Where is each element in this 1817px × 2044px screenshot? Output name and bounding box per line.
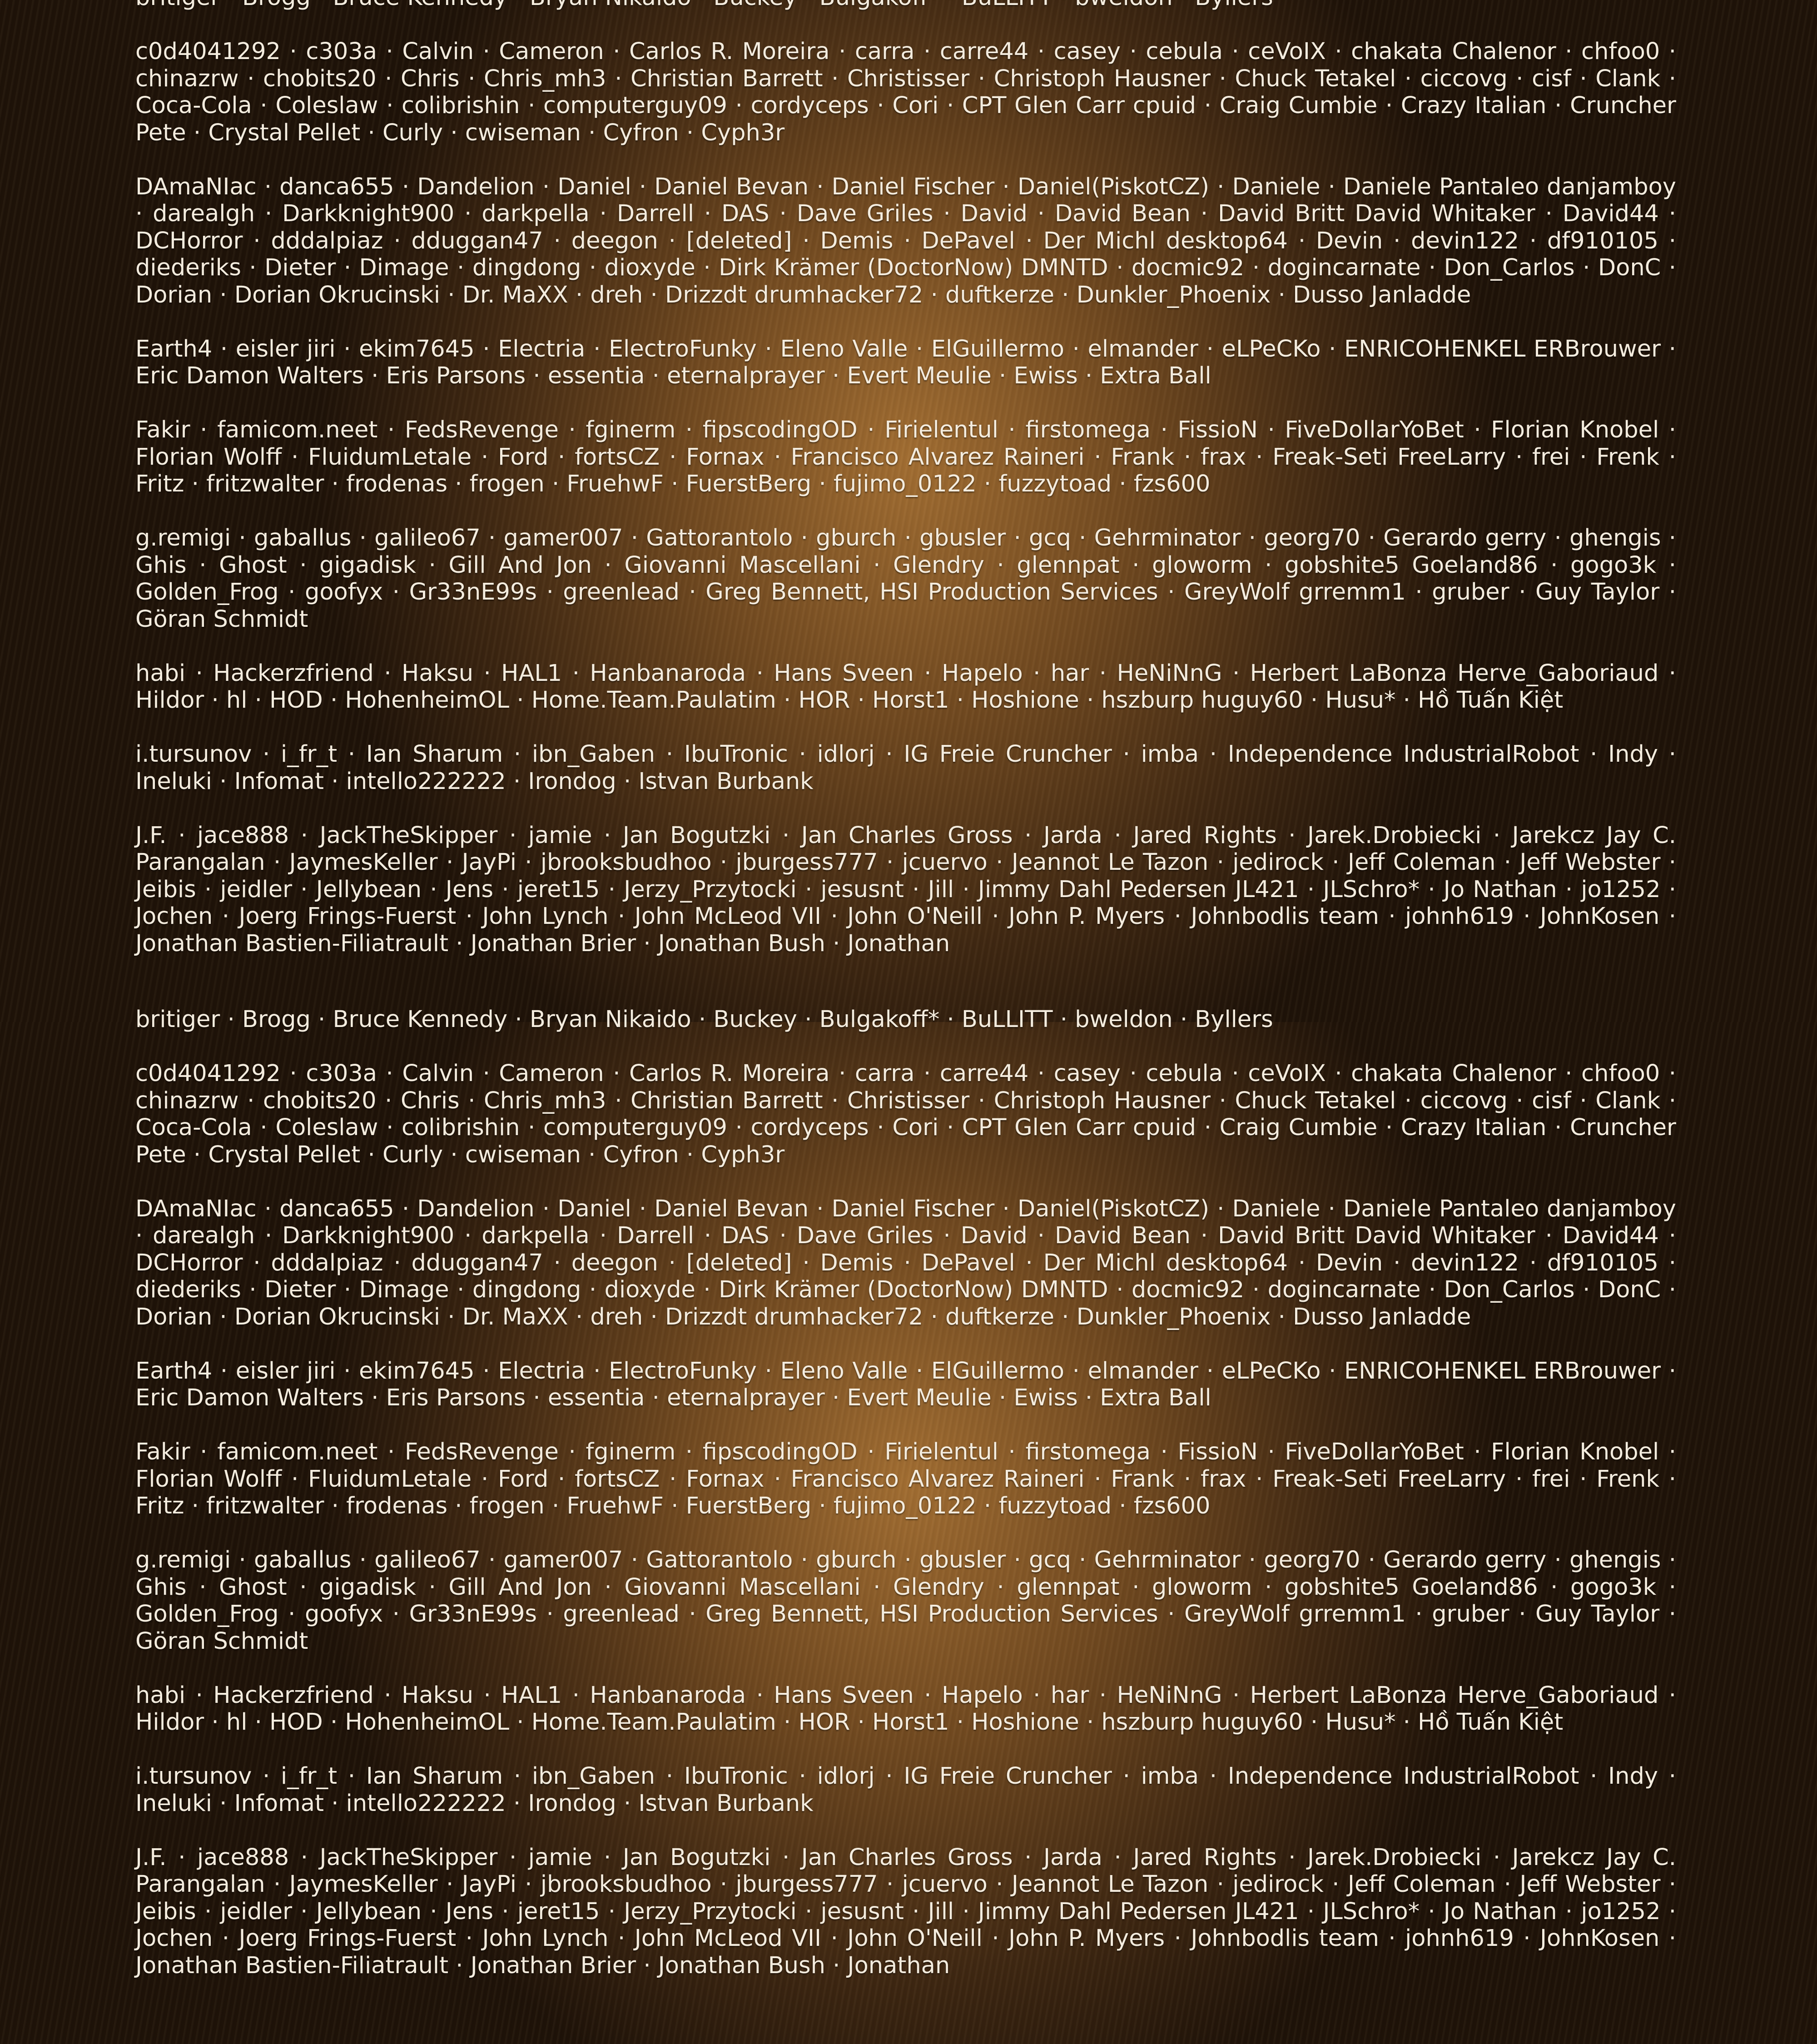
- credit-group-c: c0d4041292 · c303a · Calvin · Cameron · Carlos R. Moreira · carra · carre44 · casey · cebula · ceVoIX · chakata Chalenor · chfoo0 · chinazrw · chobits20 · Chris · Chris_mh3 · Christian Barrett · Christisser · Christoph Hausner · Chuck Tetakel · ciccovg · cisf · Clank · Coca-Cola · Coleslaw · colibrishin · computerguy09 · cordyceps · Cori · CPT Glen Carr cpuid · Craig Cumbie · Crazy Italian · Cruncher Pete · Crystal Pellet · Curly · cwiseman · Cyfron · Cyph3r: [135, 38, 1676, 146]
- credit-group-c: c0d4041292 · c303a · Calvin · Cameron · Carlos R. Moreira · carra · carre44 · casey · cebula · ceVoIX · chakata Chalenor · chfoo0 · chinazrw · chobits20 · Chris · Chris_mh3 · Christian Barrett · Christisser · Christoph Hausner · Chuck Tetakel · ciccovg · cisf · Clank · Coca-Cola · Coleslaw · colibrishin · computerguy09 · cordyceps · Cori · CPT Glen Carr cpuid · Craig Cumbie · Crazy Italian · Cruncher Pete · Crystal Pellet · Curly · cwiseman · Cyfron · Cyph3r: [135, 1060, 1676, 1168]
- credit-group-j: J.F. · jace888 · JackTheSkipper · jamie · Jan Bogutzki · Jan Charles Gross · Jarda · Jared Rights · Jarek.Drobiecki · Jarekcz Jay C. Parangalan · JaymesKeller · JayPi · jbrooksbudhoo · jburgess777 · jcuervo · Jeannot Le Tazon · jedirock · Jeff Coleman · Jeff Webster · Jeibis · jeidler · Jellybean · Jens · jeret15 · Jerzy_Przytocki · jesusnt · Jill · Jimmy Dahl Pedersen JL421 · JLSchro* · Jo Nathan · jo1252 · Jochen · Joerg Frings-Fuerst · John Lynch · John McLeod VII · John O'Neill · John P. Myers · Johnbodlis team · johnh619 · JohnKosen · Jonathan Bastien-Filiatrault · Jonathan Brier · Jonathan Bush · Jonathan: [135, 822, 1676, 958]
- credit-group-d: DAmaNIac · danca655 · Dandelion · Daniel · Daniel Bevan · Daniel Fischer · Daniel(PiskotCZ) · Daniele · Daniele Pantaleo danjamboy · darealgh · Darkknight900 · darkpella · Darrell · DAS · Dave Griles · David · David Bean · David Britt David Whitaker · David44 · DCHorror · dddalpiaz · dduggan47 · deegon · [deleted] · Demis · DePavel · Der Michl desktop64 · Devin · devin122 · df910105 · diederiks · Dieter · Dimage · dingdong · dioxyde · Dirk Krämer (DoctorNow) DMNTD · docmic92 · dogincarnate · Don_Carlos · DonC · Dorian · Dorian Okrucinski · Dr. MaXX · dreh · Drizzdt drumhacker72 · duftkerze · Dunkler_Phoenix · Dusso Janladde: [135, 174, 1676, 309]
- credit-group-f: Fakir · famicom.neet · FedsRevenge · fginerm · fipscodingOD · Firielentul · firstomega · FissioN · FiveDollarYoBet · Florian Knobel · Florian Wolff · FluidumLetale · Ford · fortsCZ · Fornax · Francisco Alvarez Raineri · Frank · frax · Freak-Seti FreeLarry · frei · Frenk · Fritz · fritzwalter · frodenas · frogen · FruehwF · FuerstBerg · fujimo_0122 · fuzzytoad · fzs600: [135, 1439, 1676, 1520]
- credit-group-j: J.F. · jace888 · JackTheSkipper · jamie · Jan Bogutzki · Jan Charles Gross · Jarda · Jared Rights · Jarek.Drobiecki · Jarekcz Jay C. Parangalan · JaymesKeller · JayPi · jbrooksbudhoo · jburgess777 · jcuervo · Jeannot Le Tazon · jedirock · Jeff Coleman · Jeff Webster · Jeibis · jeidler · Jellybean · Jens · jeret15 · Jerzy_Przytocki · jesusnt · Jill · Jimmy Dahl Pedersen JL421 · JLSchro* · Jo Nathan · jo1252 · Jochen · Joerg Frings-Fuerst · John Lynch · John McLeod VII · John O'Neill · John P. Myers · Johnbodlis team · johnh619 · JohnKosen · Jonathan Bastien-Filiatrault · Jonathan Brier · Jonathan Bush · Jonathan: [135, 1844, 1676, 1980]
- credit-group-h: habi · Hackerzfriend · Haksu · HAL1 · Hanbanaroda · Hans Sveen · Hapelo · har · HeNiNnG · Herbert LaBonza Herve_Gaboriaud · Hildor · hl · HOD · HohenheimOL · Home.Team.Paulatim · HOR · Horst1 · Hoshione · hszburp huguy60 · Husu* · Hồ Tuấn Kiệt: [135, 660, 1676, 714]
- credit-group-g: g.remigi · gaballus · galileo67 · gamer007 · Gattorantolo · gburch · gbusler · gcq · Gehrminator · georg70 · Gerardo gerry · ghengis · Ghis · Ghost · gigadisk · Gill And Jon · Giovanni Mascellani · Glendry · glennpat · gloworm · gobshite5 Goeland86 · gogo3k · Golden_Frog · goofyx · Gr33nE99s · greenlead · Greg Bennett, HSI Production Services · GreyWolf grremm1 · gruber · Guy Taylor · Göran Schmidt: [135, 525, 1676, 633]
- credit-group-e: Earth4 · eisler jiri · ekim7645 · Electria · ElectroFunky · Eleno Valle · ElGuillermo · elmander · eLPeCKo · ENRICOHENKEL ERBrouwer · Eric Damon Walters · Eris Parsons · essentia · eternalprayer · Evert Meulie · Ewiss · Extra Ball: [135, 1358, 1676, 1412]
- credit-group-f: Fakir · famicom.neet · FedsRevenge · fginerm · fipscodingOD · Firielentul · firstomega · FissioN · FiveDollarYoBet · Florian Knobel · Florian Wolff · FluidumLetale · Ford · fortsCZ · Fornax · Francisco Alvarez Raineri · Frank · frax · Freak-Seti FreeLarry · frei · Frenk · Fritz · fritzwalter · frodenas · frogen · FruehwF · FuerstBerg · fujimo_0122 · fuzzytoad · fzs600: [135, 417, 1676, 498]
- credit-group-b: britiger · Brogg · Bruce Kennedy · Bryan Nikaido · Buckey · Bulgakoff* · BuLLITT · bweldon · Byllers: [135, 1006, 1676, 1033]
- credit-group-i: i.tursunov · i_fr_t · Ian Sharum · ibn_Gaben · IbuTronic · idlorj · IG Freie Cruncher · imba · Independence IndustrialRobot · Indy · Ineluki · Infomat · intello222222 · Irondog · Istvan Burbank: [135, 1763, 1676, 1817]
- credit-group-d: DAmaNIac · danca655 · Dandelion · Daniel · Daniel Bevan · Daniel Fischer · Daniel(PiskotCZ) · Daniele · Daniele Pantaleo danjamboy · darealgh · Darkknight900 · darkpella · Darrell · DAS · Dave Griles · David · David Bean · David Britt David Whitaker · David44 · DCHorror · dddalpiaz · dduggan47 · deegon · [deleted] · Demis · DePavel · Der Michl desktop64 · Devin · devin122 · df910105 · diederiks · Dieter · Dimage · dingdong · dioxyde · Dirk Krämer (DoctorNow) DMNTD · docmic92 · dogincarnate · Don_Carlos · DonC · Dorian · Dorian Okrucinski · Dr. MaXX · dreh · Drizzdt drumhacker72 · duftkerze · Dunkler_Phoenix · Dusso Janladde: [135, 1196, 1676, 1331]
- credit-group-e: Earth4 · eisler jiri · ekim7645 · Electria · ElectroFunky · Eleno Valle · ElGuillermo · elmander · eLPeCKo · ENRICOHENKEL ERBrouwer · Eric Damon Walters · Eris Parsons · essentia · eternalprayer · Evert Meulie · Ewiss · Extra Ball: [135, 336, 1676, 390]
- credit-group-i: i.tursunov · i_fr_t · Ian Sharum · ibn_Gaben · IbuTronic · idlorj · IG Freie Cruncher · imba · Independence IndustrialRobot · Indy · Ineluki · Infomat · intello222222 · Irondog · Istvan Burbank: [135, 741, 1676, 795]
- credit-group-h: habi · Hackerzfriend · Haksu · HAL1 · Hanbanaroda · Hans Sveen · Hapelo · har · HeNiNnG · Herbert LaBonza Herve_Gaboriaud · Hildor · hl · HOD · HohenheimOL · Home.Team.Paulatim · HOR · Horst1 · Hoshione · hszburp huguy60 · Husu* · Hồ Tuấn Kiệt: [135, 1682, 1676, 1736]
- credit-group-g: g.remigi · gaballus · galileo67 · gamer007 · Gattorantolo · gburch · gbusler · gcq · Gehrminator · georg70 · Gerardo gerry · ghengis · Ghis · Ghost · gigadisk · Gill And Jon · Giovanni Mascellani · Glendry · glennpat · gloworm · gobshite5 Goeland86 · gogo3k · Golden_Frog · goofyx · Gr33nE99s · greenlead · Greg Bennett, HSI Production Services · GreyWolf grremm1 · gruber · Guy Taylor · Göran Schmidt: [135, 1547, 1676, 1655]
